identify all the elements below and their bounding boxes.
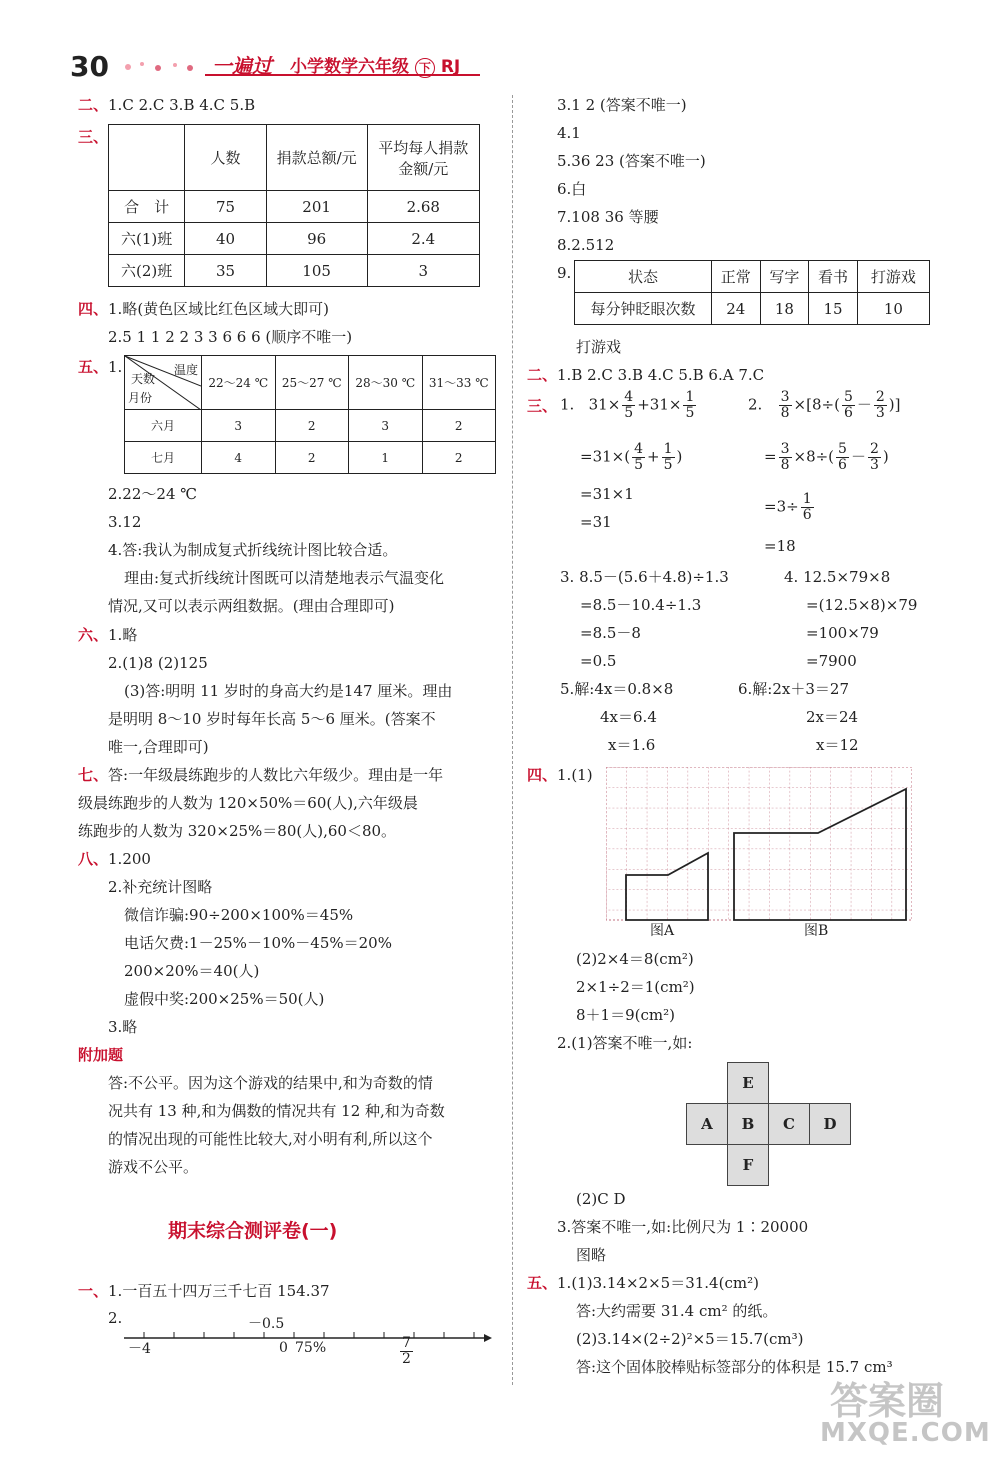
table-cell: 3 xyxy=(202,410,276,442)
table-cell xyxy=(109,125,185,191)
left-p1 xyxy=(78,1281,330,1301)
grade-mark: 下 xyxy=(415,58,435,78)
left-s5 xyxy=(78,357,122,377)
nl-label: －4 xyxy=(128,1341,151,1357)
figure-b-label: 图B xyxy=(804,923,829,939)
answer-line: 唯一,合理即可) xyxy=(108,738,209,756)
table-cell: 写字 xyxy=(760,261,809,293)
net-face-a: A xyxy=(687,1104,728,1145)
table-cell: 31～33 ℃ xyxy=(422,356,496,410)
sec-num: 一、 xyxy=(78,1282,109,1300)
table-cell: 六(1)班 xyxy=(109,223,185,255)
answer-line: 答:不公平。因为这个游戏的结果中,和为奇数的情 xyxy=(108,1074,433,1092)
calc-text: － xyxy=(850,447,866,466)
table-cell: 2 xyxy=(422,442,496,474)
answer-line: 3.1 2 (答案不唯一) xyxy=(557,96,687,114)
table-cell: 七月 xyxy=(125,442,202,474)
answer-line: 2.5 1 1 2 2 3 3 6 6 6 (顺序不唯一) xyxy=(108,328,353,346)
table-cell: 六月 xyxy=(125,410,202,442)
numerator: 5 xyxy=(838,441,847,457)
table-cell: 2 xyxy=(422,410,496,442)
answer-line: 2×1÷2＝1(cm²) xyxy=(576,978,695,996)
page-number: 30 xyxy=(70,50,109,83)
calc-text: )] xyxy=(888,395,901,414)
sec-num: 三、 xyxy=(527,397,558,415)
right-s5 xyxy=(527,1273,759,1293)
numerator: 3 xyxy=(780,441,790,457)
answer-line: 3.12 xyxy=(108,513,142,531)
nl-label: －0.5 xyxy=(248,1316,285,1332)
table-cell: 40 xyxy=(185,223,266,255)
calc-text: 4. 12.5×79×8 xyxy=(784,568,891,586)
calc-1-line2 xyxy=(580,442,682,473)
donation-table xyxy=(108,124,480,287)
answer-line: 2. xyxy=(108,1309,123,1327)
answer-line: 4.答:我认为制成复式折线统计图比较合适。 xyxy=(108,541,398,559)
calc-text: x＝12 xyxy=(816,736,859,754)
answer-line: 答:这个固体胶棒贴标签部分的体积是 15.7 cm³ xyxy=(576,1358,893,1376)
column-divider xyxy=(512,95,513,1385)
table-cell: 六(2)班 xyxy=(109,255,185,287)
calc-text: 31× xyxy=(588,395,621,414)
left-s8 xyxy=(78,849,151,869)
answer-line: 1.B 2.C 3.B 4.C 5.B 6.A 7.C xyxy=(557,366,765,384)
right-s4 xyxy=(527,765,593,785)
calc-text: =100×79 xyxy=(806,624,879,642)
answer-line: 8＋1＝9(cm²) xyxy=(576,1006,675,1024)
denominator: 2 xyxy=(402,1351,411,1367)
answer-line: (2)C D xyxy=(576,1190,626,1208)
table-cell: 105 xyxy=(266,255,367,287)
denominator: 6 xyxy=(838,457,847,473)
diag-label: 天数 xyxy=(131,372,156,386)
calc-text: － xyxy=(856,395,872,414)
sec-num: 二、 xyxy=(78,96,109,114)
answer-line: 3.略 xyxy=(108,1018,138,1036)
sec-num: 六、 xyxy=(78,626,109,644)
calc-text: ×[8÷( xyxy=(793,395,840,414)
left-s6 xyxy=(78,625,137,645)
answer-line: 6.白 xyxy=(557,180,587,198)
numerator: 2 xyxy=(875,389,885,405)
table-cell: 2.68 xyxy=(367,191,479,223)
calc-1-line1 xyxy=(560,390,698,421)
denominator: 3 xyxy=(869,457,879,473)
numerator: 4 xyxy=(624,389,634,405)
table-cell: 24 xyxy=(712,293,761,325)
nl-label: 75% xyxy=(295,1340,327,1356)
numerator: 1 xyxy=(685,389,695,405)
calc-2-line2 xyxy=(764,442,889,473)
table-cell: 15 xyxy=(809,293,858,325)
table-cell: 35 xyxy=(185,255,266,287)
calc-text: +31× xyxy=(637,395,682,414)
calc-text: =31 xyxy=(580,513,612,531)
answer-line: 1.(1)3.14×2×5＝31.4(cm²) xyxy=(557,1274,759,1292)
sec-num: 五、 xyxy=(78,358,109,376)
temperature-table xyxy=(124,355,496,474)
answer-line: 4.1 xyxy=(557,124,581,142)
numerator: 2 xyxy=(869,441,879,457)
table-cell: 看书 xyxy=(809,261,858,293)
answer-line: 2.22～24 ℃ xyxy=(108,485,198,503)
header-title-text: 小学数学六年级 xyxy=(290,57,409,77)
watermark-bottom: MXQE.COM xyxy=(820,1418,991,1448)
table-cell: 22～24 ℃ xyxy=(202,356,276,410)
table-cell: 捐款总额/元 xyxy=(266,125,367,191)
grid-figure xyxy=(606,767,912,937)
answer-line: 3.答案不唯一,如:比例尺为 1∶20000 xyxy=(557,1218,809,1236)
answer-line: 2.补充统计图略 xyxy=(108,878,213,896)
denominator: 8 xyxy=(780,405,790,421)
calc-text: =31×( xyxy=(580,447,631,466)
exam-title: 期末综合测评卷(一) xyxy=(168,1220,338,1242)
answer-line: 1.一百五十四万三千七百 154.37 xyxy=(108,1282,330,1300)
answer-line: 的情况出现的可能性比较大,对小明有利,所以这个 xyxy=(108,1130,433,1148)
edition: RJ xyxy=(440,57,461,77)
answer-line: 微信诈骗:90÷200×100%＝45% xyxy=(124,906,354,924)
table-cell: 人数 xyxy=(185,125,266,191)
calc-text: ) xyxy=(882,447,889,466)
denominator: 6 xyxy=(802,507,812,523)
calc-text: =18 xyxy=(764,537,796,555)
answer-line: 理由:复式折线统计图既可以清楚地表示气温变化 xyxy=(124,569,445,587)
answer-line: 9. xyxy=(557,264,572,282)
sec-num: 五、 xyxy=(527,1274,558,1292)
table-cell: 打游戏 xyxy=(857,261,929,293)
table-cell: 25～27 ℃ xyxy=(275,356,349,410)
calc-text: = xyxy=(764,447,777,466)
table-cell: 2.4 xyxy=(367,223,479,255)
answer-line: 图略 xyxy=(576,1246,607,1264)
left-s4-l1 xyxy=(78,299,329,319)
answer-line: 1.200 xyxy=(108,850,151,868)
numerator: 1 xyxy=(663,441,673,457)
answer-line: 8.2.512 xyxy=(557,236,615,254)
denominator: 6 xyxy=(843,405,853,421)
answer-line: 5.36 23 (答案不唯一) xyxy=(557,152,706,170)
answer-line: 级晨练跑步的人数为 120×50%＝60(人),六年级晨 xyxy=(78,794,418,812)
left-s2 xyxy=(78,95,255,115)
calc-text: =8.5－10.4÷1.3 xyxy=(580,596,702,614)
table-cell: 10 xyxy=(857,293,929,325)
sec-num: 三、 xyxy=(78,128,109,146)
number-line xyxy=(124,1310,494,1380)
nl-label: 0 xyxy=(279,1340,288,1356)
net-face-e: E xyxy=(728,1063,769,1104)
table-cell: 平均每人捐款金额/元 xyxy=(367,125,479,191)
table-cell: 状态 xyxy=(575,261,712,293)
answer-line: 200×20%＝40(人) xyxy=(124,962,260,980)
answer-line: 1.略(黄色区域比红色区域大即可) xyxy=(108,300,330,318)
net-face-f: F xyxy=(728,1145,769,1186)
answer-line: 虚假中奖:200×25%＝50(人) xyxy=(124,990,325,1008)
blink-table xyxy=(574,260,930,325)
table-cell: 2 xyxy=(275,442,349,474)
calc-text: x＝1.6 xyxy=(608,736,656,754)
calc-text: 4x＝6.4 xyxy=(600,708,657,726)
table-cell: 96 xyxy=(266,223,367,255)
calc-text: ×8÷( xyxy=(793,447,835,466)
table-cell: 4 xyxy=(202,442,276,474)
calc-text: 1. xyxy=(560,395,575,414)
answer-line: 是明明 8～10 岁时每年长高 5～6 厘米。(答案不 xyxy=(108,710,436,728)
diag-label: 月份 xyxy=(128,391,153,405)
calc-text: =31×1 xyxy=(580,485,634,503)
sec-num: 二、 xyxy=(527,366,558,384)
cube-net xyxy=(686,1062,851,1186)
answer-line: (2)2×4＝8(cm²) xyxy=(576,950,694,968)
nl-fraction xyxy=(398,1336,415,1367)
calc-text: + xyxy=(647,447,660,466)
calc-text: 3. 8.5－(5.6＋4.8)÷1.3 xyxy=(560,568,729,586)
answer-line: 情况,又可以表示两组数据。(理由合理即可) xyxy=(108,597,395,615)
answer-line: 1.C 2.C 3.B 4.C 5.B xyxy=(108,96,256,114)
answer-line: 况共有 13 种,和为偶数的情况共有 12 种,和为奇数 xyxy=(108,1102,445,1120)
answer-line: 练跑步的人数为 320×25%＝80(人),60＜80。 xyxy=(78,822,397,840)
answer-line: 答:大约需要 31.4 cm² 的纸。 xyxy=(576,1302,778,1320)
table-cell: 合 计 xyxy=(109,191,185,223)
answer-line: 1. xyxy=(108,358,123,376)
calc-text: =3÷ xyxy=(764,497,799,516)
header-dots xyxy=(120,58,200,74)
calc-text: =7900 xyxy=(806,652,857,670)
net-face-d: D xyxy=(810,1104,851,1145)
answer-line: 打游戏 xyxy=(576,338,622,356)
right-s2 xyxy=(527,365,764,385)
table-cell: 28～30 ℃ xyxy=(349,356,423,410)
answer-line: 答:一年级晨练跑步的人数比六年级少。理由是一年 xyxy=(108,766,444,784)
numerator: 4 xyxy=(634,441,643,457)
table-cell: 1 xyxy=(349,442,423,474)
net-face-b: B xyxy=(728,1104,769,1145)
table-cell: 正常 xyxy=(712,261,761,293)
header-rule xyxy=(205,74,480,76)
table-cell: 3 xyxy=(349,410,423,442)
sec-num: 四、 xyxy=(78,300,109,318)
calc-text: 6.解:2x＋3＝27 xyxy=(738,680,849,698)
table-cell: 201 xyxy=(266,191,367,223)
calc-text: 2x＝24 xyxy=(806,708,859,726)
diagonal-header xyxy=(125,356,202,410)
denominator: 8 xyxy=(780,457,790,473)
answer-line: 1.(1) xyxy=(557,766,593,784)
table-cell: 每分钟眨眼次数 xyxy=(575,293,712,325)
answer-line: (3)答:明明 11 岁时的身高大约是147 厘米。理由 xyxy=(124,682,453,700)
extra-title: 附加题 xyxy=(78,1046,124,1064)
answer-line: 电话欠费:1－25%－10%－45%＝20% xyxy=(124,934,392,952)
table-cell: 3 xyxy=(367,255,479,287)
answer-line: 7.108 36 等腰 xyxy=(557,208,659,226)
denominator: 5 xyxy=(624,405,634,421)
calc-2-line1 xyxy=(748,390,901,421)
calc-2-line3 xyxy=(764,492,816,523)
calc-text: 5.解:4x＝0.8×8 xyxy=(560,680,674,698)
watermark-top: 答案圈 xyxy=(830,1379,945,1423)
numerator: 5 xyxy=(843,389,853,405)
denominator: 5 xyxy=(663,457,673,473)
table-cell: 18 xyxy=(760,293,809,325)
table-cell: 2 xyxy=(275,410,349,442)
numerator: 7 xyxy=(402,1335,411,1351)
answer-line: 2.(1)8 (2)125 xyxy=(108,654,208,672)
figure-a-label: 图A xyxy=(650,923,675,939)
left-s7 xyxy=(78,765,443,785)
sec-num: 四、 xyxy=(527,766,558,784)
denominator: 5 xyxy=(634,457,643,473)
sec-num: 八、 xyxy=(78,850,109,868)
answer-line: 2.(1)答案不唯一,如: xyxy=(557,1034,693,1052)
calc-text: 2. xyxy=(748,395,763,414)
answer-line: 游戏不公平。 xyxy=(108,1158,199,1176)
sec-num: 七、 xyxy=(78,766,109,784)
calc-text: =8.5－8 xyxy=(580,624,641,642)
denominator: 3 xyxy=(875,405,885,421)
denominator: 5 xyxy=(685,405,695,421)
numerator: 3 xyxy=(780,389,790,405)
calc-text: =(12.5×8)×79 xyxy=(806,596,918,614)
calc-text: ) xyxy=(676,447,683,466)
answer-line: (2)3.14×(2÷2)²×5＝15.7(cm³) xyxy=(576,1330,804,1348)
brand-logo: 一遍过 xyxy=(212,54,272,78)
diag-label: 温度 xyxy=(173,363,198,377)
numerator: 1 xyxy=(802,491,812,507)
answer-line: 1.略 xyxy=(108,626,138,644)
table-cell: 75 xyxy=(185,191,266,223)
net-face-c: C xyxy=(769,1104,810,1145)
calc-text: =0.5 xyxy=(580,652,617,670)
